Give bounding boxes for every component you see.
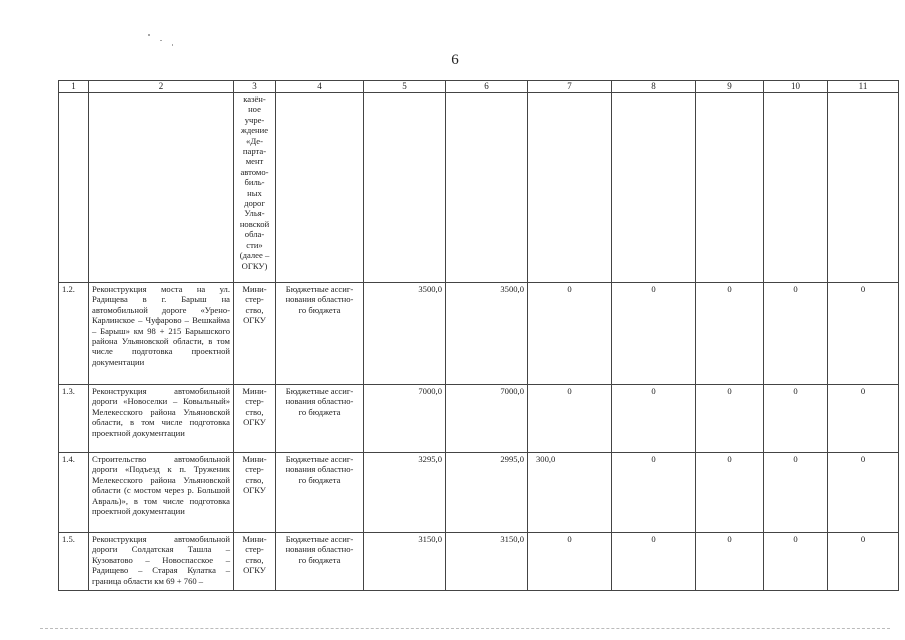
row-year-1: 7000,0 [446, 385, 528, 453]
row-total: 7000,0 [364, 385, 446, 453]
row-year-5: 0 [764, 533, 828, 591]
continuation-row [59, 93, 899, 283]
header-cell: 8 [612, 81, 696, 93]
row-year-2: 300,0 [528, 453, 612, 533]
continuation-executor: казён- ное учре- ждение «Де- парта- мент автомо- биль- ных дорог Улья- новской обла- сти» (далее – ОГКУ) [234, 93, 276, 283]
row-year-1: 3500,0 [446, 283, 528, 385]
row-year-5: 0 [764, 283, 828, 385]
row-year-2: 0 [528, 533, 612, 591]
header-cell: 9 [696, 81, 764, 93]
row-number: 1.2. [59, 283, 89, 385]
row-executor: Мини- стер- ство, ОГКУ [234, 385, 276, 453]
row-year-6: 0 [828, 533, 899, 591]
row-source: Бюджетные ассиг- нования областно- го бюджета [276, 385, 364, 453]
row-year-2: 0 [528, 385, 612, 453]
row-executor: Мини- стер- ство, ОГКУ [234, 453, 276, 533]
header-cell: 5 [364, 81, 446, 93]
table-row [59, 533, 899, 591]
row-name: Реконструкция автомобильной дороги «Новоселки – Ковыльный» Мелекесского района Ульяновской области, в том числе подготовка проектной документации [89, 385, 234, 453]
header-cell: 4 [276, 81, 364, 93]
row-number: 1.5. [59, 533, 89, 591]
header-cell: 2 [89, 81, 234, 93]
row-source: Бюджетные ассиг- нования областно- го бюджета [276, 533, 364, 591]
row-total: 3500,0 [364, 283, 446, 385]
table-row [59, 283, 899, 385]
row-total: 3150,0 [364, 533, 446, 591]
row-total: 3295,0 [364, 453, 446, 533]
row-year-3: 0 [612, 283, 696, 385]
row-year-4: 0 [696, 533, 764, 591]
row-year-6: 0 [828, 385, 899, 453]
header-cell: 11 [828, 81, 899, 93]
header-row [59, 81, 899, 93]
row-year-5: 0 [764, 385, 828, 453]
page-number: 6 [451, 52, 459, 68]
row-year-4: 0 [696, 453, 764, 533]
scan-speck [160, 40, 162, 41]
row-executor: Мини- стер- ство, ОГКУ [234, 283, 276, 385]
row-number: 1.3. [59, 385, 89, 453]
row-number: 1.4. [59, 453, 89, 533]
row-year-3: 0 [612, 533, 696, 591]
row-name: Строительство автомобильной дороги «Подъезд к п. Труженик Мелекесского района Ульяновской области (с мостом через р. Большой Авраль)», в том числе подготовка проектной документации [89, 453, 234, 533]
row-source: Бюджетные ассиг- нования областно- го бюджета [276, 453, 364, 533]
scan-speck [172, 44, 173, 46]
row-year-4: 0 [696, 283, 764, 385]
program-table [58, 80, 899, 591]
row-year-3: 0 [612, 453, 696, 533]
row-year-2: 0 [528, 283, 612, 385]
row-year-5: 0 [764, 453, 828, 533]
row-executor: Мини- стер- ство, ОГКУ [234, 533, 276, 591]
row-year-1: 3150,0 [446, 533, 528, 591]
table-row [59, 453, 899, 533]
scan-speck [148, 34, 150, 36]
row-year-1: 2995,0 [446, 453, 528, 533]
scan-edge-line [40, 628, 890, 630]
row-year-6: 0 [828, 453, 899, 533]
header-cell: 1 [59, 81, 89, 93]
table-row [59, 385, 899, 453]
header-cell: 3 [234, 81, 276, 93]
header-cell: 10 [764, 81, 828, 93]
row-year-6: 0 [828, 283, 899, 385]
row-name: Реконструкция моста на ул. Радищева в г. Барыш на автомобильной дороге «Урено-Карлинское – Чуфарово – Вешкайма – Барыш» км 98 + 215 Барышского района Ульяновской области, в том числе подготовка проектной документации [89, 283, 234, 385]
header-cell: 6 [446, 81, 528, 93]
header-cell: 7 [528, 81, 612, 93]
row-source: Бюджетные ассиг- нования областно- го бюджета [276, 283, 364, 385]
row-year-4: 0 [696, 385, 764, 453]
row-name: Реконструкция автомобильной дороги Солдатская Ташла – Кузоватово – Новоспасское – Радищево – Старая Кулатка – граница области км 69 + 760 – [89, 533, 234, 591]
row-year-3: 0 [612, 385, 696, 453]
